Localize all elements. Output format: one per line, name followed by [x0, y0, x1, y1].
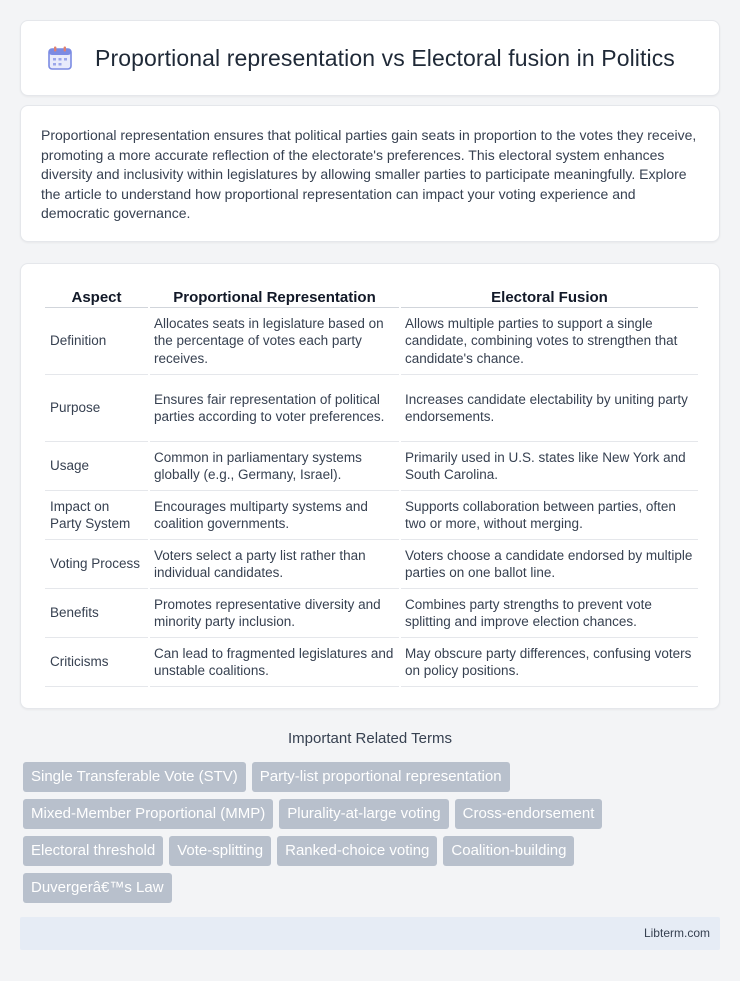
row-pr: Common in parliamentary systems globally (e.g., Germany, Israel).: [150, 442, 399, 491]
row-pr: Voters select a party list rather than individual candidates.: [150, 540, 399, 589]
row-aspect: Benefits: [45, 589, 148, 638]
row-ef: Increases candidate electability by uniting party endorsements.: [401, 375, 698, 442]
table-row: [45, 491, 698, 540]
table-header-row: [45, 286, 698, 308]
comparison-table: [43, 286, 700, 687]
related-term-tag[interactable]: Ranked-choice voting: [277, 836, 437, 866]
related-term-tag[interactable]: Cross-endorsement: [455, 799, 603, 829]
related-term-tag[interactable]: Coalition-building: [443, 836, 574, 866]
table-row: [45, 308, 698, 375]
row-aspect: Criticisms: [45, 638, 148, 687]
row-aspect: Definition: [45, 308, 148, 375]
row-ef: Combines party strengths to prevent vote splitting and improve election chances.: [401, 589, 698, 638]
row-aspect: Purpose: [45, 375, 148, 442]
related-term-tag[interactable]: Vote-splitting: [169, 836, 271, 866]
row-pr: Ensures fair representation of political parties according to voter preferences.: [150, 375, 399, 442]
footer-site-link[interactable]: Libterm.com: [643, 926, 710, 940]
table-row: [45, 589, 698, 638]
related-terms-title: Important Related Terms: [288, 730, 452, 747]
header-card: [20, 20, 720, 96]
comparison-table-card: [20, 263, 720, 709]
row-pr: Encourages multiparty systems and coalition governments.: [150, 491, 399, 540]
row-ef: Primarily used in U.S. states like New York and South Carolina.: [401, 442, 698, 491]
row-pr: Can lead to fragmented legislatures and unstable coalitions.: [150, 638, 399, 687]
related-term-tag[interactable]: Electoral threshold: [23, 836, 163, 866]
header-aspect: Aspect: [45, 286, 148, 308]
calendar-icon: [47, 45, 73, 71]
intro-card: [20, 105, 720, 242]
related-term-tag[interactable]: Single Transferable Vote (STV): [23, 762, 246, 792]
table-row: [45, 442, 698, 491]
row-pr: Allocates seats in legislature based on the percentage of votes each party receives.: [150, 308, 399, 375]
footer: [20, 917, 720, 950]
row-aspect: Impact on Party System: [45, 491, 148, 540]
table-row: [45, 540, 698, 589]
row-ef: Voters choose a candidate endorsed by multiple parties on one ballot line.: [401, 540, 698, 589]
related-term-tag[interactable]: Party-list proportional representation: [252, 762, 510, 792]
page-title: Proportional representation vs Electoral fusion in Politics: [95, 44, 675, 71]
row-pr: Promotes representative diversity and minority party inclusion.: [150, 589, 399, 638]
related-term-tag[interactable]: Duvergerâ€™s Law: [23, 873, 172, 903]
row-aspect: Voting Process: [45, 540, 148, 589]
related-term-tag[interactable]: Mixed-Member Proportional (MMP): [23, 799, 273, 829]
intro-text: Proportional representation ensures that political parties gain seats in proportion to the votes they receive, promoting a more accurate reflection of the electorate's preferences. This electoral system enhances diversity and inclusivity within legislatures by allowing smaller parties to participate meaningfully. Explore the article to understand how proportional representation can impact your voting experience and democratic governance.: [41, 127, 697, 222]
header-proportional-representation: Proportional Representation: [150, 286, 399, 308]
related-term-tag[interactable]: Plurality-at-large voting: [279, 799, 448, 829]
related-terms-list: [23, 762, 723, 903]
table-row: [45, 375, 698, 442]
header-electoral-fusion: Electoral Fusion: [401, 286, 698, 308]
table-row: [45, 638, 698, 687]
row-ef: Supports collaboration between parties, often two or more, without merging.: [401, 491, 698, 540]
row-ef: Allows multiple parties to support a single candidate, combining votes to strengthen that candidate's chance.: [401, 308, 698, 375]
row-aspect: Usage: [45, 442, 148, 491]
row-ef: May obscure party differences, confusing voters on policy positions.: [401, 638, 698, 687]
